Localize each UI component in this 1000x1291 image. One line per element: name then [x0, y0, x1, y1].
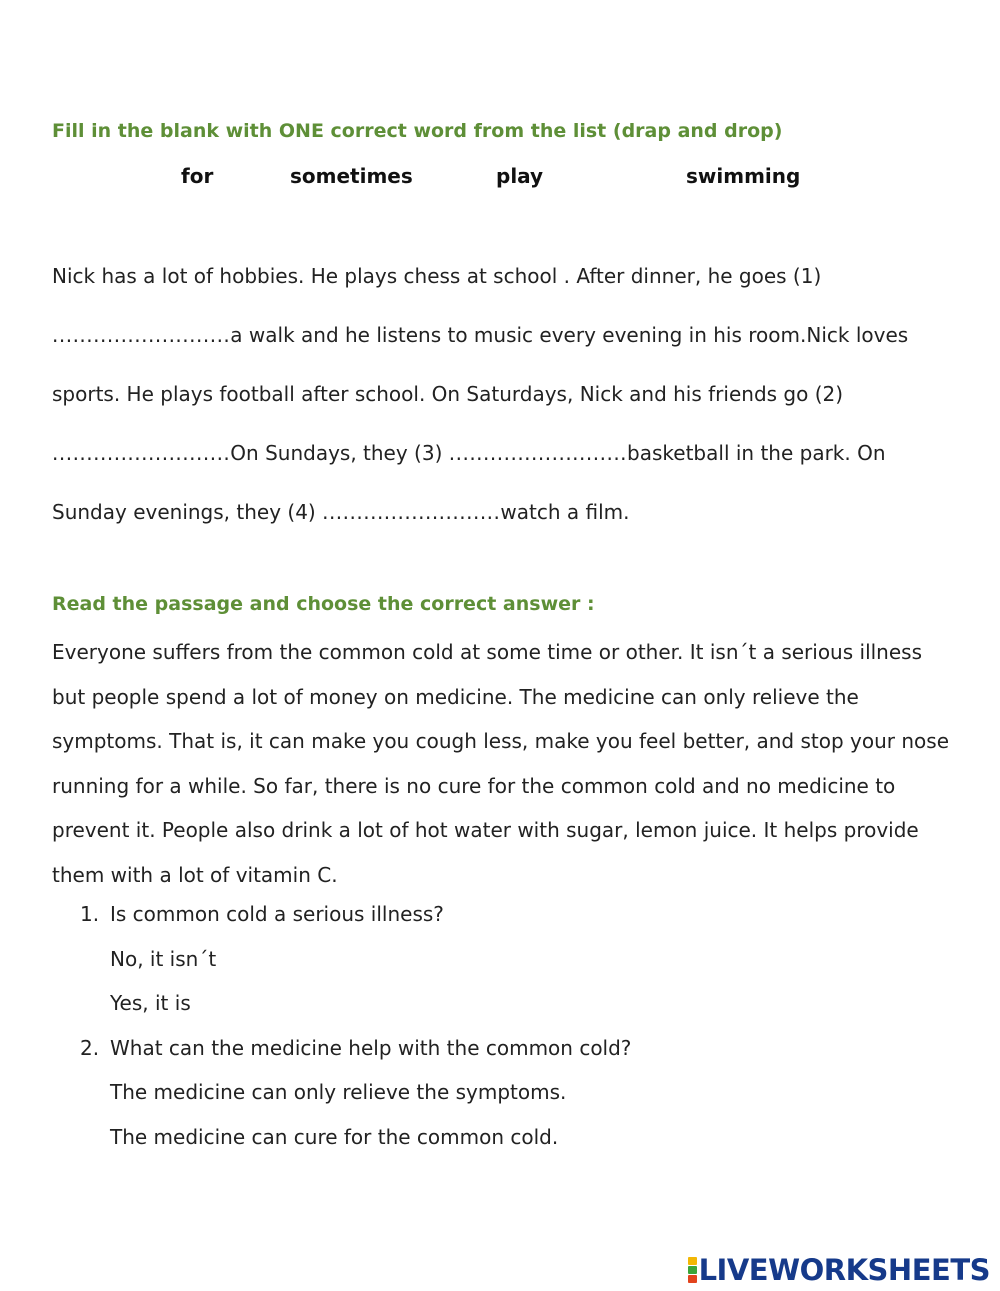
drag-word-swimming[interactable]: swimming	[686, 164, 801, 188]
blank-3-drop-target[interactable]: ..........................	[448, 441, 628, 465]
question-1-number: 1.	[80, 902, 100, 926]
question-1-text: Is common cold a serious illness?	[110, 902, 444, 926]
question-2-text: What can the medicine help with the common cold?	[110, 1036, 632, 1060]
paragraph-text: a walk and he listens to music every evening in his room.Nick loves sports. He plays football after school. On Saturdays, Nick and his friends go (2)	[52, 323, 909, 406]
logo-block	[688, 1257, 697, 1265]
blank-2-drop-target[interactable]: ..........................	[52, 441, 231, 465]
drag-word-for[interactable]: for	[181, 164, 214, 188]
paragraph-text: watch a film.	[500, 500, 630, 524]
question-2-option-1[interactable]: The medicine can only relieve the symptoms.	[110, 1080, 567, 1104]
reading-passage: Everyone suffers from the common cold at some time or other. It isn´t a serious illness but people spend a lot of money on medicine. The medicine can only relieve the symptoms. That is, it can make you cough less, make you feel better, and stop your nose running for a while. So far, there is no cure for the common cold and no medicine to prevent it. People also drink a lot of hot water with sugar, lemon juice. It helps provide them with a lot of vitamin C.	[52, 640, 950, 887]
logo-block	[688, 1275, 697, 1283]
liveworksheets-logo	[688, 1253, 990, 1287]
logo-block	[688, 1266, 697, 1274]
question-2-option-2[interactable]: The medicine can cure for the common cold.	[110, 1125, 559, 1149]
drag-word-sometimes[interactable]: sometimes	[290, 164, 413, 188]
question-1-option-2[interactable]: Yes, it is	[110, 991, 191, 1015]
question-2-number: 2.	[80, 1036, 100, 1060]
question-1-option-1[interactable]: No, it isn´t	[110, 947, 217, 971]
drag-word-play[interactable]: play	[496, 164, 544, 188]
blank-4-drop-target[interactable]: ..........................	[322, 500, 501, 524]
paragraph-text: Nick has a lot of hobbies. He plays chess at school . After dinner, he goes (1)	[52, 264, 822, 288]
fill-in-paragraph	[52, 247, 952, 542]
paragraph-text: basketball in the park. On Sunday evenings, they (4)	[52, 441, 886, 524]
section1-heading: Fill in the blank with ONE correct word from the list (drap and drop)	[52, 120, 783, 142]
section2-heading: Read the passage and choose the correct answer :	[52, 593, 595, 615]
paragraph-text: On Sundays, they (3)	[230, 441, 443, 465]
logo-text: LIVEWORKSHEETS	[698, 1253, 990, 1287]
logo-blocks-icon	[688, 1257, 697, 1283]
blank-1-drop-target[interactable]: ..........................	[52, 323, 231, 347]
